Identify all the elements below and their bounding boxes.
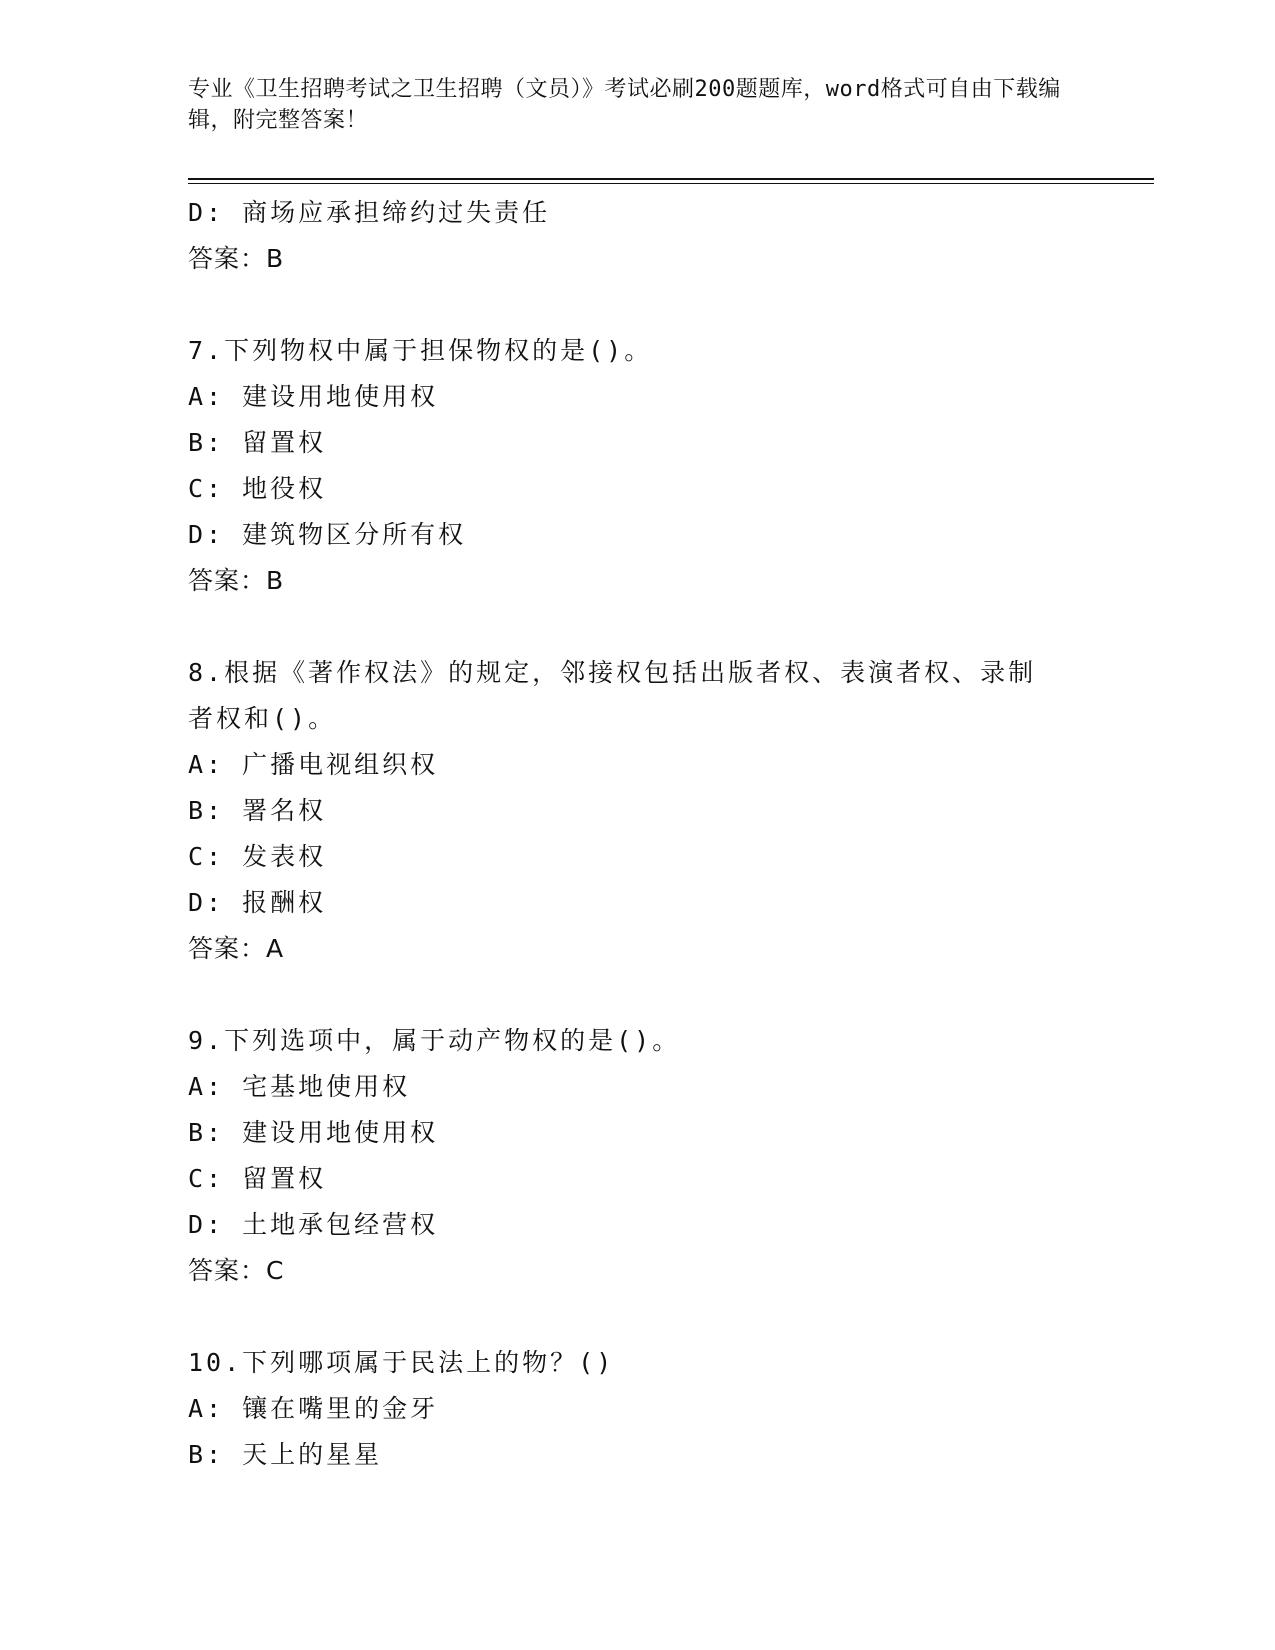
answer-line: 答案：C — [188, 1256, 285, 1285]
option-d: D: 商场应承担缔约过失责任 — [188, 198, 551, 227]
option-c: C: 留置权 — [188, 1164, 327, 1193]
question-gap — [188, 282, 1088, 328]
option-b: B: 留置权 — [188, 428, 327, 457]
option-c: C: 地役权 — [188, 474, 327, 503]
answer-line: 答案：B — [188, 566, 285, 595]
header-divider-thin — [188, 183, 1154, 184]
option-a: A: 镶在嘴里的金牙 — [188, 1394, 439, 1423]
option-b: B: 署名权 — [188, 796, 327, 825]
question-8-line-1: 8.根据《著作权法》的规定，邻接权包括出版者权、表演者权、录制 — [188, 658, 1037, 687]
question-10: 10.下列哪项属于民法上的物？() — [188, 1348, 615, 1377]
answer-line: 答案：B — [188, 244, 285, 273]
option-a: A: 建设用地使用权 — [188, 382, 439, 411]
question-list — [188, 190, 1088, 1478]
option-c: C: 发表权 — [188, 842, 327, 871]
document-header: 专业《卫生招聘考试之卫生招聘（文员）》考试必刷200题题库，word格式可自由下载编辑，附完整答案！ — [188, 77, 1061, 133]
option-b: B: 建设用地使用权 — [188, 1118, 439, 1147]
question-7: 7.下列物权中属于担保物权的是()。 — [188, 336, 653, 365]
option-d: D: 建筑物区分所有权 — [188, 520, 467, 549]
option-a: A: 广播电视组织权 — [188, 750, 439, 779]
question-8-line-2: 者权和()。 — [188, 704, 337, 733]
option-d: D: 土地承包经营权 — [188, 1210, 439, 1239]
question-gap — [188, 1294, 1088, 1340]
answer-line: 答案：A — [188, 934, 285, 963]
option-b: B: 天上的星星 — [188, 1440, 383, 1469]
question-9: 9.下列选项中，属于动产物权的是()。 — [188, 1026, 681, 1055]
question-gap — [188, 604, 1088, 650]
header-divider-thick — [188, 178, 1154, 180]
question-gap — [188, 972, 1088, 1018]
option-a: A: 宅基地使用权 — [188, 1072, 411, 1101]
option-d: D: 报酬权 — [188, 888, 327, 917]
